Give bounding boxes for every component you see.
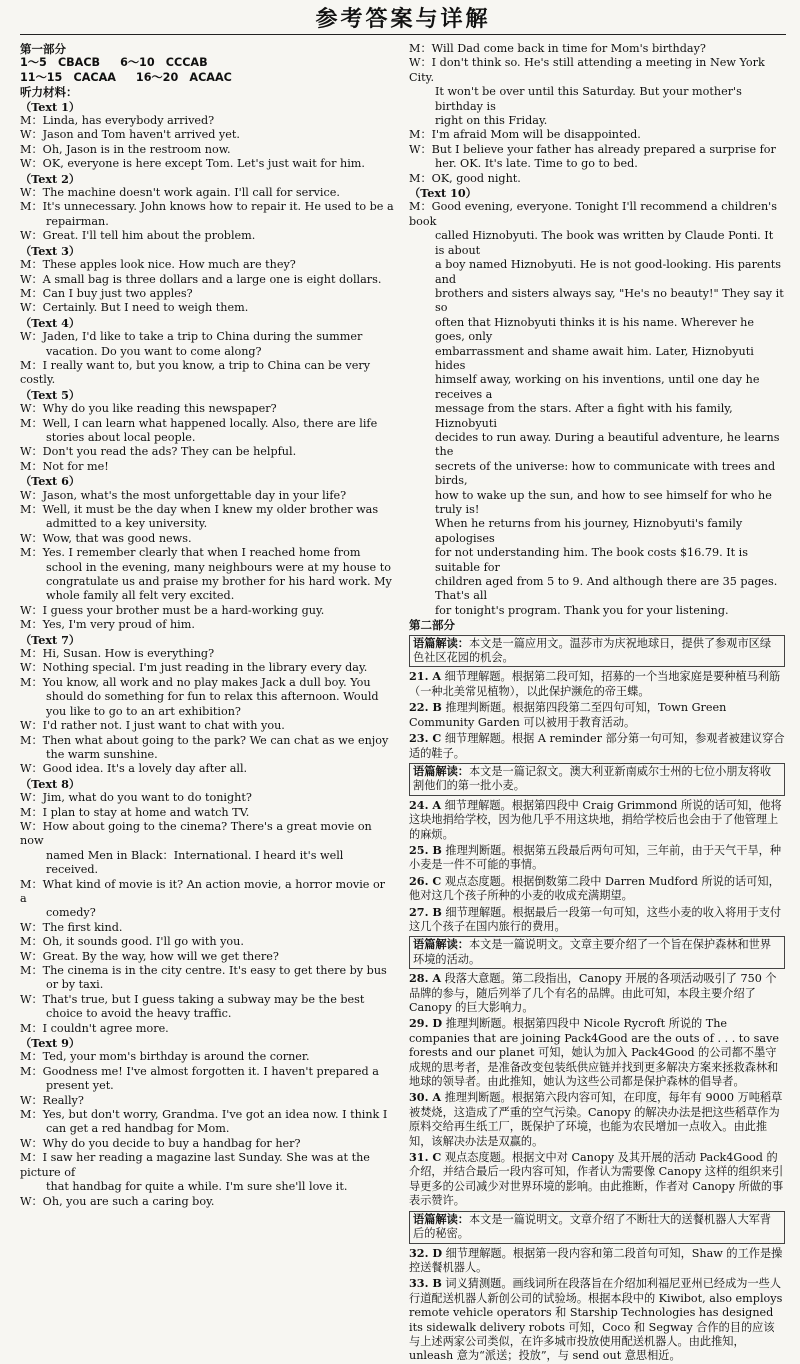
dialogue-line: M：Well, I can learn what happened locally. Also, there are life bbox=[20, 416, 378, 430]
answer-row bbox=[20, 56, 395, 70]
question-explanation bbox=[409, 669, 785, 699]
question-number: 25. B bbox=[409, 842, 442, 857]
explanation-text: 推理判断题。根据第六段内容可知，在印度，每年有 9000 万吨稻草被焚烧，这造成了严重的空气污染。Canopy 的解决办法是把这些稻草作为原料交给再生纸工厂，既保护了环境，也能为农民增加一点收入。由此推知，该解决办法是双赢的。 bbox=[409, 1091, 783, 1148]
question-explanation bbox=[409, 843, 785, 873]
dialogue-line: W：Jaden, I'd like to take a trip to China during the summer bbox=[20, 330, 363, 344]
dialogue-line: W：Good idea. It's a lovely day after all. bbox=[20, 762, 248, 776]
dialogue-line: W：I don't think so. He's still attending a meeting in New York City. bbox=[409, 56, 765, 84]
answer-range: 11～15 CACAA bbox=[20, 70, 116, 84]
monologue-line: often that Hiznobyuti thinks it is his name. Wherever he goes, only bbox=[435, 315, 754, 344]
monologue-line: secrets of the universe: how to communicate with trees and birds, bbox=[435, 459, 776, 488]
explanation-text: 推理判断题。根据第四段中 Nicole Rycroft 所说的 The companies that are joining Pack4Good are the outs of . . . to save forests and our planet 可知，她认为加入 Pack4Good 的公司都不墨守成规的思考者，是准备改变包装纸供应链并找到更多解决方案来拯救森林和地球的领导者。由此推知，她认为这些公司都是保护森林的倡导者。 bbox=[409, 1017, 779, 1089]
dialogue-line: her. OK. It's late. Time to go to bed. bbox=[435, 157, 638, 171]
text-label: （Text 4） bbox=[20, 315, 81, 330]
monologue-line: M：Good evening, everyone. Tonight I'll recommend a children's book bbox=[409, 200, 777, 228]
explanation-text: 细节理解题。根据第四段中 Craig Grimmond 所说的话可知，他将这块地捐给学校，因为他几乎不用这块地，捐给学校后也会由于了他管理上的麻烦。 bbox=[409, 798, 782, 841]
dialogue-line: M：Well, it must be the day when I knew my older brother was bbox=[20, 503, 379, 516]
question-number: 26. C bbox=[409, 873, 442, 888]
dialogue-line: W：Why do you decide to buy a handbag for her? bbox=[20, 1136, 301, 1150]
dialogue-line: M：What kind of movie is it? An action movie, a horror movie or a bbox=[20, 877, 386, 905]
question-explanation bbox=[409, 1090, 785, 1149]
dialogue-line: should do something for fun to relax this afternoon. Would bbox=[46, 690, 379, 704]
answer-key bbox=[20, 56, 395, 85]
text-label: （Text 9） bbox=[20, 1036, 81, 1051]
explanation-text: 细节理解题。根据第一段内容和第二段首句可知，Shaw 的工作是操控送餐机器人。 bbox=[409, 1246, 783, 1274]
question-explanation bbox=[409, 874, 785, 904]
text10-body bbox=[409, 200, 785, 618]
monologue-line: When he returns from his journey, Hiznobyuti's family apologises bbox=[435, 517, 743, 545]
passage-summary-text: 本文是一篇应用文。温莎市为庆祝地球日，提供了参观市区绿色社区花园的机会。 bbox=[413, 636, 772, 665]
dialogue-line: comedy? bbox=[46, 906, 96, 920]
dialogue-line: W：Jim, what do you want to do tonight? bbox=[20, 791, 252, 805]
explanation-text: 细节理解题。根据第二段可知，招募的一个当地家庭是要种植马利筋（一种北美常见植物），以此保护濒危的帝王蝶。 bbox=[409, 670, 781, 698]
question-explanation bbox=[409, 700, 785, 730]
dialogue-line: school in the evening, many neighbours were at my house to bbox=[46, 560, 391, 574]
question-number: 29. D bbox=[409, 1016, 443, 1031]
monologue-line: how to wake up the sun, and how to see himself for who he truly is! bbox=[435, 488, 772, 516]
question-number: 30. A bbox=[409, 1090, 442, 1105]
question-explanation bbox=[409, 798, 785, 842]
monologue-line: for tonight's program. Thank you for your listening. bbox=[435, 603, 729, 617]
dialogue-line: W：How about going to the cinema? There's a great movie on now bbox=[20, 819, 372, 848]
text-label: （Text 3） bbox=[20, 243, 81, 258]
text-label: （Text 7） bbox=[20, 632, 81, 647]
dialogue-line: M：Goodness me! I've almost forgotten it. I haven't prepared a bbox=[20, 1064, 379, 1078]
dialogue-line: W：The first kind. bbox=[20, 920, 123, 934]
two-column-body bbox=[20, 42, 786, 1364]
passage-summary-label: 语篇解读： bbox=[413, 938, 469, 952]
dialogue-line: W：The machine doesn't work again. I'll call for service. bbox=[20, 186, 340, 200]
dialogue-line: M：Linda, has everybody arrived? bbox=[20, 114, 215, 128]
text9-continued bbox=[409, 42, 785, 186]
dialogue-line: M：Ted, your mom's birthday is around the corner. bbox=[20, 1050, 310, 1064]
monologue-line: decides to run away. During a beautiful adventure, he learns the bbox=[435, 430, 780, 459]
dialogue-line: present yet. bbox=[46, 1079, 114, 1093]
explanation-text: 推理判断题。根据第四段第二至四句可知，Town Green Community Garden 可以被用于教育活动。 bbox=[409, 701, 727, 729]
answer-row bbox=[20, 71, 395, 85]
dialogue-line: right on this Friday. bbox=[435, 114, 548, 128]
dialogue-line: repairman. bbox=[46, 214, 109, 228]
dialogue-line: M：I'm afraid Mom will be disappointed. bbox=[409, 128, 641, 142]
explanation-text: 段落大意题。第二段指出，Canopy 开展的各项活动吸引了 750 个品牌的参与，随后列举了几个有名的品牌。由此可知，本段主要介绍了 Canopy 的巨大影响力。 bbox=[409, 972, 777, 1014]
dialogue-line: W：But I believe your father has already prepared a surprise for bbox=[409, 142, 776, 156]
passage-summary-label: 语篇解读： bbox=[413, 636, 469, 650]
answer-range: 16～20 ACAAC bbox=[135, 70, 232, 84]
page-title: 参考答案与详解 bbox=[315, 7, 491, 32]
listening-texts bbox=[20, 100, 395, 1209]
passage-summary-label: 语篇解读： bbox=[413, 1212, 469, 1226]
passage-summary-text: 本文是一篇说明文。文章介绍了不断壮大的送餐机器人大军背后的秘密。 bbox=[413, 1212, 772, 1241]
monologue-line: a boy named Hiznobyuti. He is not good-looking. His parents and bbox=[435, 258, 781, 286]
text-label: （Text 5） bbox=[20, 387, 81, 402]
dialogue-line: M：Not for me! bbox=[20, 459, 109, 473]
dialogue-line: vacation. Do you want to come along? bbox=[46, 344, 262, 358]
monologue-line: for not understanding him. The book costs $16.79. It is suitable for bbox=[435, 546, 748, 574]
dialogue-line: W：Wow, that was good news. bbox=[20, 531, 192, 545]
part1-heading: 第一部分 bbox=[20, 42, 66, 56]
question-explanation bbox=[409, 905, 785, 935]
question-explanation bbox=[409, 1246, 785, 1276]
explanation-text: 细节理解题。根据 A reminder 部分第一句可知，参观者被建议穿合适的鞋子。 bbox=[409, 732, 785, 760]
dialogue-line: choice to avoid the heavy traffic. bbox=[46, 1007, 232, 1021]
dialogue-line: M：OK, good night. bbox=[409, 171, 521, 185]
dialogue-line: W：Really? bbox=[20, 1093, 84, 1107]
explanation-text: 观点态度题。根据文中对 Canopy 及其开展的活动 Pack4Good 的介绍，并结合最后一段内容可知，作者认为需要像 Canopy 这样的组织来引导更多的公司减少对世界环境的影响。由此推断，作者对 Canopy 所做的事表示赞许。 bbox=[409, 1151, 784, 1208]
dialogue-line: that handbag for quite a while. I'm sure she'll love it. bbox=[46, 1180, 348, 1194]
dialogue-line: admitted to a key university. bbox=[46, 517, 208, 531]
dialogue-line: can get a red handbag for Mom. bbox=[46, 1122, 230, 1136]
dialogue-line: M：The cinema is in the city centre. It's easy to get there by bus bbox=[20, 964, 387, 977]
question-number: 21. A bbox=[409, 669, 442, 684]
question-explanation bbox=[409, 731, 785, 761]
part2-explanations bbox=[409, 635, 785, 1364]
listening-heading: 听力材料： bbox=[20, 85, 78, 100]
text-label: （Text 1） bbox=[20, 99, 81, 114]
dialogue-line: M：Yes, I'm very proud of him. bbox=[20, 618, 195, 632]
dialogue-line: M：Hi, Susan. How is everything? bbox=[20, 647, 215, 661]
dialogue-line: W：Don't you read the ads? They can be helpful. bbox=[20, 445, 297, 459]
dialogue-line: M：These apples look nice. How much are they? bbox=[20, 258, 296, 272]
monologue-line: embarrassment and shame await him. Later, Hiznobyuti hides bbox=[435, 344, 754, 372]
dialogue-line: named Men in Black：International. I heard it's well received. bbox=[46, 848, 344, 877]
dialogue-line: W：Great. I'll tell him about the problem. bbox=[20, 229, 256, 243]
dialogue-line: or by taxi. bbox=[46, 978, 104, 992]
monologue-line: children aged from 5 to 9. And although there are 35 pages. That's all bbox=[435, 575, 778, 603]
monologue-line: called Hiznobyuti. The book was written by Claude Ponti. It is about bbox=[435, 229, 774, 257]
dialogue-line: W：Jason, what's the most unforgettable day in your life? bbox=[20, 488, 347, 502]
explanation-text: 细节理解题。根据最后一段第一句可知，这些小麦的收入将用于支付这几个孩子在国内旅行的费用。 bbox=[409, 905, 782, 933]
dialogue-line: stories about local people. bbox=[46, 430, 196, 444]
text10-label: （Text 10） bbox=[409, 186, 477, 201]
dialogue-line: M：I couldn't agree more. bbox=[20, 1021, 169, 1035]
dialogue-line: W：Certainly. But I need to weigh them. bbox=[20, 301, 249, 315]
question-number: 32. D bbox=[409, 1245, 443, 1260]
dialogue-line: M：Then what about going to the park? We can chat as we enjoy bbox=[20, 733, 389, 747]
right-column bbox=[409, 42, 785, 1364]
dialogue-line: whole family all felt very excited. bbox=[46, 589, 235, 603]
monologue-line: brothers and sisters always say, "He's no beauty!" They say it so bbox=[435, 286, 784, 315]
question-number: 27. B bbox=[409, 904, 442, 919]
question-number: 31. C bbox=[409, 1150, 442, 1165]
passage-summary-text: 本文是一篇记叙文。澳大利亚新南威尔士州的七位小朋友将收割他们的第一批小麦。 bbox=[413, 764, 772, 793]
text-label: （Text 6） bbox=[20, 474, 81, 489]
dialogue-line: W：Jason and Tom haven't arrived yet. bbox=[20, 128, 240, 142]
dialogue-line: M：Yes, but don't worry, Grandma. I've got an idea now. I think I bbox=[20, 1108, 388, 1122]
explanation-text: 词义猜测题。画线词所在段落旨在介绍加利福尼亚州已经成为一些人行道配送机器人新创公司的试验场。根据本段中的 Kiwibot, also employs remote vehicle operators 和 Starship Technologies has designed its sidewalk delivery robots 可知，Coco 和 Segway 合作的目的应该与上述两家公司类似，在许多城市投放使用配送机器人。由此推知，unleash 意为“派送；投放”，与 send out 意思相近。 bbox=[409, 1277, 783, 1363]
question-number: 28. A bbox=[409, 971, 442, 986]
dialogue-line: M：Can I buy just two apples? bbox=[20, 286, 193, 300]
question-number: 24. A bbox=[409, 797, 442, 812]
part2-heading: 第二部分 bbox=[409, 618, 455, 633]
question-explanation bbox=[409, 971, 785, 1015]
passage-summary-text: 本文是一篇说明文。文章主要介绍了一个旨在保护森林和世界环境的活动。 bbox=[413, 938, 772, 966]
question-number: 22. B bbox=[409, 700, 442, 715]
dialogue-line: W：OK, everyone is here except Tom. Let's just wait for him. bbox=[20, 157, 365, 171]
dialogue-line: you like to go to an art exhibition? bbox=[46, 704, 241, 718]
dialogue-line: W：A small bag is three dollars and a large one is eight dollars. bbox=[20, 272, 382, 286]
answer-range: 6～10 CCCAB bbox=[120, 56, 208, 70]
question-number: 33. B bbox=[409, 1276, 442, 1291]
dialogue-line: the warm sunshine. bbox=[46, 747, 158, 761]
passage-summary-box bbox=[409, 1211, 785, 1244]
text-label: （Text 8） bbox=[20, 776, 81, 791]
left-column bbox=[20, 42, 395, 1364]
dialogue-line: M：Yes. I remember clearly that when I reached home from bbox=[20, 546, 361, 560]
monologue-line: message from the stars. After a fight with his family, Hiznobyuti bbox=[435, 402, 733, 430]
dialogue-line: M：Oh, it sounds good. I'll go with you. bbox=[20, 935, 244, 949]
dialogue-line: M：It's unnecessary. John knows how to repair it. He used to be a bbox=[20, 200, 394, 214]
answer-range: 1～5 CBACB bbox=[20, 56, 101, 70]
dialogue-line: It won't be over until this Saturday. But your mother's birthday is bbox=[435, 85, 742, 113]
dialogue-line: W：Nothing special. I'm just reading in the library every day. bbox=[20, 661, 368, 675]
passage-summary-box bbox=[409, 635, 785, 668]
dialogue-line: W：I'd rather not. I just want to chat with you. bbox=[20, 719, 285, 733]
question-number: 23. C bbox=[409, 731, 442, 746]
title-rule bbox=[20, 34, 786, 35]
dialogue-line: W：That's true, but I guess taking a subway may be the best bbox=[20, 992, 365, 1006]
dialogue-line: W：Great. By the way, how will we get there? bbox=[20, 949, 279, 963]
text-label: （Text 2） bbox=[20, 171, 81, 186]
dialogue-line: M：You know, all work and no play makes Jack a dull boy. You bbox=[20, 675, 371, 689]
dialogue-line: W：Why do you like reading this newspaper? bbox=[20, 402, 277, 416]
dialogue-line: W：Oh, you are such a caring boy. bbox=[20, 1194, 215, 1208]
passage-summary-box bbox=[409, 936, 785, 969]
dialogue-line: M：I really want to, but you know, a trip to China can be very costly. bbox=[20, 358, 371, 387]
question-explanation bbox=[409, 1016, 785, 1089]
dialogue-line: W：I guess your brother must be a hard-working guy. bbox=[20, 603, 325, 617]
dialogue-line: M：Oh, Jason is in the restroom now. bbox=[20, 142, 231, 156]
explanation-text: 推理判断题。根据第五段最后两句可知，三年前，由于天气干旱，种小麦是一件不可能的事情。 bbox=[409, 843, 782, 872]
dialogue-line: M：Will Dad come back in time for Mom's birthday? bbox=[409, 42, 706, 55]
monologue-line: himself away, working on his inventions, until one day he receives a bbox=[435, 373, 760, 401]
explanation-text: 观点态度题。根据倒数第二段中 Darren Mudford 所说的话可知，他对这几个孩子所种的小麦的收成充满期望。 bbox=[409, 874, 780, 903]
question-explanation bbox=[409, 1276, 785, 1363]
dialogue-line: M：I saw her reading a magazine last Sunday. She was at the picture of bbox=[20, 1151, 370, 1179]
passage-summary-box bbox=[409, 763, 785, 796]
dialogue-line: M：I plan to stay at home and watch TV. bbox=[20, 805, 250, 819]
passage-summary-label: 语篇解读： bbox=[413, 764, 469, 778]
dialogue-line: congratulate us and praise my brother for his hard work. My bbox=[46, 575, 392, 589]
question-explanation bbox=[409, 1150, 785, 1209]
